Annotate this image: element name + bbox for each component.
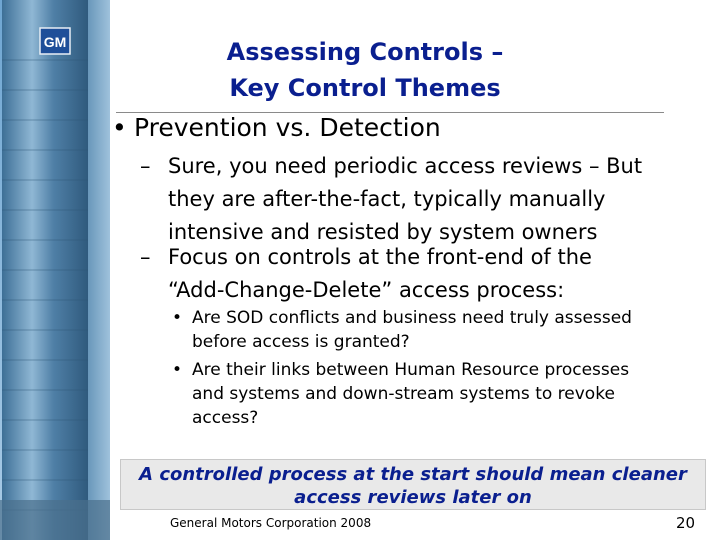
sub-bullet-access-reviews [140,150,642,249]
sub-bullet-text: Focus on controls at the front-end of the “Add-Change-Delete” access process: [168,245,592,302]
svg-text:GM: GM [43,34,67,50]
bullet-prevention [112,112,441,144]
callout-box: A controlled process at the start should mean cleaner access reviews later on [120,459,706,510]
sub-sub-bullet-hr-links [172,358,629,430]
gm-renaissance-center-photo [0,0,110,540]
title-line-1: Assessing Controls – [226,38,504,66]
title-line-2: Key Control Themes [229,74,501,102]
sub-bullet-front-end-controls [140,241,592,307]
bullet-dot: • [112,113,127,142]
bullet-dot: • [172,360,183,380]
sub-bullet-text: Sure, you need periodic access reviews – But they are after-the-fact, typically manually intensive and resisted by system owners [168,154,643,244]
dash-marker: – [140,245,151,269]
page-number: 20 [676,514,696,532]
sub-sub-bullet-sod [172,306,632,354]
footer-text: General Motors Corporation 2008 [170,516,372,530]
sub-sub-bullet-text: Are SOD conflicts and business need truly assessed before access is granted? [192,308,632,352]
sub-sub-bullet-text: Are their links between Human Resource processes and systems and down-stream systems to revoke access? [192,360,630,428]
slide-title [190,34,540,106]
dash-marker: – [140,154,151,178]
bullet-text: Prevention vs. Detection [134,113,441,142]
bullet-dot: • [172,308,183,328]
